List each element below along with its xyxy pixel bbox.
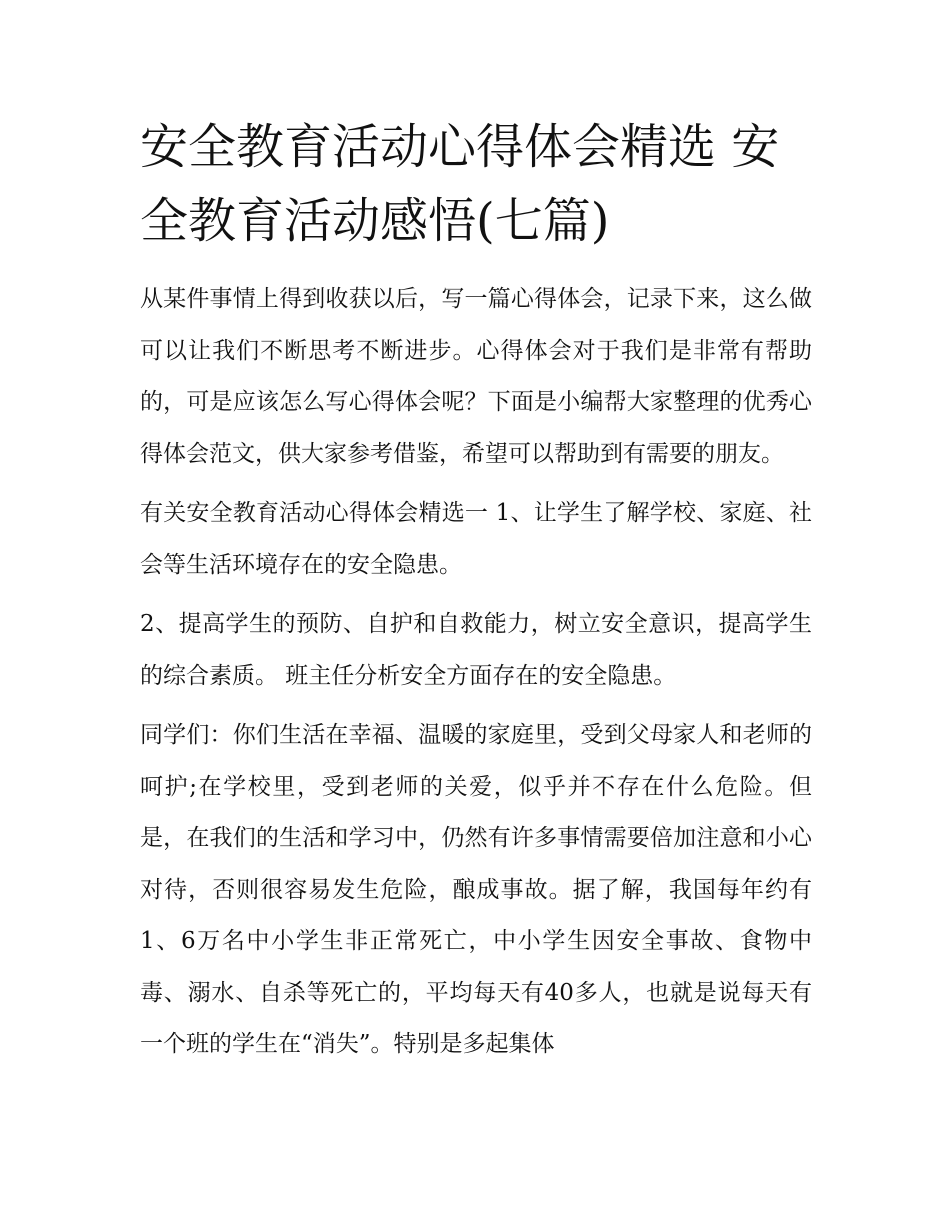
body-paragraph-3: 同学们：你们生活在幸福、温暖的家庭里，受到父母家人和老师的呵护;在学校里，受到老师的关爱，似乎并不存在什么危险。但是，在我们的生活和学习中，仍然有许多事情需要倍加注意和小心对待，否则很容易发生危险，酿成事故。据了解，我国每年约有1、6万名中小学生非正常死亡，中小学生因安全事故、食物中毒、溺水、自杀等死亡的，平均每天有40多人，也就是说每天有一个班的学生在“消失”。特别是多起集体 <box>140 722 812 1057</box>
document-title: 安全教育活动心得体会精选 安全教育活动感悟(七篇) <box>140 119 780 249</box>
intro-paragraph: 从某件事情上得到收获以后，写一篇心得体会，记录下来，这么做可以让我们不断思考不断进步。心得体会对于我们是非常有帮助的，可是应该怎么写心得体会呢？下面是小编帮大家整理的优秀心得体会范文，供大家参考借鉴，希望可以帮助到有需要的朋友。 <box>140 286 812 467</box>
body-paragraph-2: 2、提高学生的预防、自护和自救能力，树立安全意识，提高学生的综合素质。 班主任分析安全方面存在的安全隐患。 <box>140 611 812 689</box>
body-paragraph-1: 有关安全教育活动心得体会精选一 1、让学生了解学校、家庭、社会等生活环境存在的安全隐患。 <box>140 500 812 578</box>
document-body <box>140 110 812 1071</box>
